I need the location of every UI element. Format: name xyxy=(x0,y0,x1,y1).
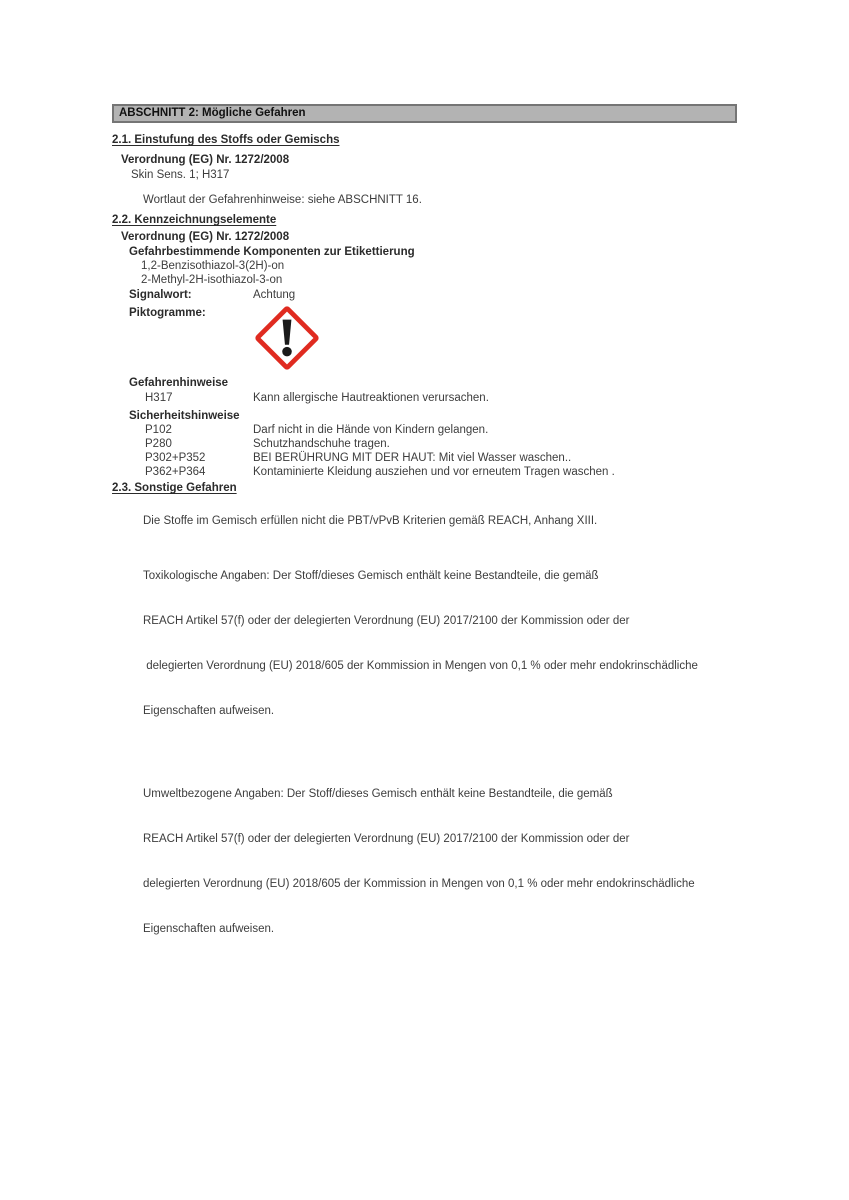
paragraph-line: REACH Artikel 57(f) oder der delegierten Verordnung (EU) 2017/2100 der Kommission oder der xyxy=(143,833,630,845)
hazard-statements-heading: Gefahrenhinweise xyxy=(129,377,229,389)
section-heading-2-1: 2.1. Einstufung des Stoffs oder Gemischs xyxy=(112,134,340,146)
hazard-text: Kann allergische Hautreaktionen verursachen. xyxy=(253,392,489,404)
paragraph-line: REACH Artikel 57(f) oder der delegierten Verordnung (EU) 2017/2100 der Kommission oder der xyxy=(143,615,630,627)
precautionary-text: Darf nicht in die Hände von Kindern gelangen. xyxy=(253,424,489,436)
precautionary-statement-row xyxy=(145,451,737,465)
hazard-wording-note: Wortlaut der Gefahrenhinweise: siehe ABSCHNITT 16. xyxy=(143,194,422,206)
precautionary-statement-row xyxy=(145,465,737,479)
section-header-title: ABSCHNITT 2: Mögliche Gefahren xyxy=(119,107,306,119)
labelling-component: 1,2-Benzisothiazol-3(2H)-on xyxy=(141,260,285,272)
classification-entry: Skin Sens. 1; H317 xyxy=(131,169,230,181)
section-heading-2-2: 2.2. Kennzeichnungselemente xyxy=(112,214,277,226)
regulation-title-2-1: Verordnung (EG) Nr. 1272/2008 xyxy=(121,154,290,166)
precautionary-text: BEI BERÜHRUNG MIT DER HAUT: Mit viel Wasser waschen.. xyxy=(253,452,572,464)
environmental-paragraph xyxy=(143,757,737,967)
section-heading-2-3: 2.3. Sonstige Gefahren xyxy=(112,482,237,494)
precautionary-statement-row xyxy=(145,423,737,437)
pictograms-row xyxy=(129,306,737,372)
paragraph-line: delegierten Verordnung (EU) 2018/605 der Kommission in Mengen von 0,1 % oder mehr endokrinschädliche xyxy=(143,878,695,890)
toxicological-paragraph xyxy=(143,539,737,749)
section-header-bar xyxy=(112,104,737,123)
signal-word-row xyxy=(129,288,737,302)
hazard-code: H317 xyxy=(145,392,173,404)
paragraph-line: Eigenschaften aufweisen. xyxy=(143,705,275,717)
paragraph-line: Eigenschaften aufweisen. xyxy=(143,923,275,935)
signal-word-label: Signalwort: xyxy=(129,289,192,301)
paragraph-line: Toxikologische Angaben: Der Stoff/dieses Gemisch enthält keine Bestandteile, die gemäß xyxy=(143,570,599,582)
labelling-component: 2-Methyl-2H-isothiazol-3-on xyxy=(141,274,283,286)
pbt-paragraph: Die Stoffe im Gemisch erfüllen nicht die PBT/vPvB Kriterien gemäß REACH, Anhang XIII. xyxy=(143,515,598,527)
precautionary-statement-row xyxy=(145,437,737,451)
precautionary-code: P102 xyxy=(145,424,172,436)
pictograms-label: Piktogramme: xyxy=(129,307,206,319)
ghs07-exclamation-mark-icon xyxy=(253,304,321,376)
signal-word-value: Achtung xyxy=(253,289,296,301)
precautionary-code: P302+P352 xyxy=(145,452,206,464)
precautionary-code: P280 xyxy=(145,438,172,450)
precautionary-text: Schutzhandschuhe tragen. xyxy=(253,438,390,450)
labelling-components-heading: Gefahrbestimmende Komponenten zur Etikettierung xyxy=(129,246,415,258)
paragraph-line: Umweltbezogene Angaben: Der Stoff/dieses Gemisch enthält keine Bestandteile, die gemäß xyxy=(143,788,613,800)
section-2-content xyxy=(112,104,737,967)
precautionary-text: Kontaminierte Kleidung ausziehen und vor erneutem Tragen waschen . xyxy=(253,466,615,478)
regulation-title-2-2: Verordnung (EG) Nr. 1272/2008 xyxy=(121,231,290,243)
precautionary-code: P362+P364 xyxy=(145,466,206,478)
precautionary-statements-heading: Sicherheitshinweise xyxy=(129,410,240,422)
paragraph-line: delegierten Verordnung (EU) 2018/605 der Kommission in Mengen von 0,1 % oder mehr endokrinschädliche xyxy=(143,660,698,672)
hazard-statement-row xyxy=(145,391,737,405)
